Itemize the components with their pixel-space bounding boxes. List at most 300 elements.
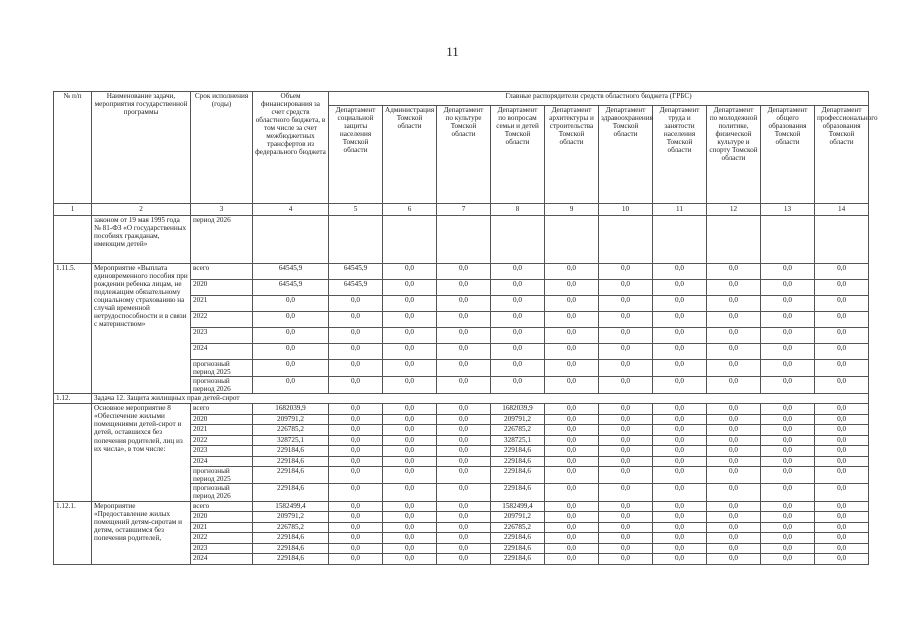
value-cell: 0,0 — [383, 501, 437, 512]
value-cell: 0,0 — [707, 280, 761, 296]
value-cell: 229184,6 — [491, 484, 545, 501]
value-cell: 0,0 — [329, 533, 383, 544]
value-cell: 0,0 — [545, 554, 599, 565]
value-cell: 0,0 — [329, 446, 383, 457]
value-cell: 0,0 — [761, 501, 815, 512]
value-cell: 0,0 — [383, 456, 437, 467]
value-cell: 0,0 — [653, 264, 707, 280]
row-number — [54, 216, 92, 264]
term-cell: прогнозный период 2026 — [191, 484, 253, 501]
header-grbs-health: Департамент здравоохранения Томской области — [599, 106, 653, 204]
value-cell: 0,0 — [815, 344, 869, 360]
table-row — [54, 216, 869, 264]
value-cell: 0,0 — [545, 425, 599, 436]
value-cell: 0,0 — [653, 377, 707, 394]
value-cell: 0,0 — [653, 484, 707, 501]
value-cell: 0,0 — [707, 414, 761, 425]
value-cell: 0,0 — [815, 512, 869, 523]
term-cell: 2024 — [191, 344, 253, 360]
total-value-cell: 229184,6 — [253, 484, 329, 501]
value-cell: 0,0 — [599, 425, 653, 436]
value-cell: 0,0 — [545, 533, 599, 544]
value-cell: 0,0 — [545, 344, 599, 360]
value-cell: 0,0 — [437, 344, 491, 360]
value-cell — [599, 216, 653, 264]
header-grbs-family: Департамент по вопросам семьи и детей Томской области — [491, 106, 545, 204]
value-cell: 0,0 — [437, 425, 491, 436]
value-cell: 0,0 — [761, 296, 815, 312]
term-cell: всего — [191, 501, 253, 512]
table-row — [54, 501, 869, 512]
value-cell: 0,0 — [545, 377, 599, 394]
value-cell: 0,0 — [815, 484, 869, 501]
total-value-cell: 0,0 — [253, 360, 329, 377]
total-value-cell: 64545,9 — [253, 264, 329, 280]
table-row — [54, 394, 869, 404]
value-cell: 0,0 — [707, 446, 761, 457]
term-cell: 2022 — [191, 435, 253, 446]
column-index: 13 — [761, 204, 815, 216]
value-cell: 0,0 — [761, 512, 815, 523]
value-cell: 0,0 — [599, 404, 653, 415]
header-grbs-administration: Администрация Томской области — [383, 106, 437, 204]
value-cell: 0,0 — [545, 312, 599, 328]
value-cell: 0,0 — [329, 344, 383, 360]
value-cell: 0,0 — [383, 280, 437, 296]
total-value-cell: 0,0 — [253, 377, 329, 394]
value-cell: 0,0 — [653, 312, 707, 328]
value-cell: 0,0 — [329, 543, 383, 554]
total-value-cell: 226785,2 — [253, 425, 329, 436]
value-cell: 0,0 — [815, 533, 869, 544]
value-cell: 0,0 — [329, 435, 383, 446]
column-index: 8 — [491, 204, 545, 216]
block-main-8 — [54, 404, 869, 501]
task-title: Задача 12. Защита жилищных прав детей-сирот — [92, 394, 869, 404]
term-cell: 2020 — [191, 512, 253, 523]
total-value-cell: 226785,2 — [253, 522, 329, 533]
value-cell: 0,0 — [653, 296, 707, 312]
value-cell: 0,0 — [437, 296, 491, 312]
value-cell: 0,0 — [707, 543, 761, 554]
value-cell: 0,0 — [437, 484, 491, 501]
value-cell: 0,0 — [653, 425, 707, 436]
value-cell: 0,0 — [707, 501, 761, 512]
column-index: 12 — [707, 204, 761, 216]
row-number: 1.12.1. — [54, 501, 92, 564]
value-cell: 0,0 — [707, 328, 761, 344]
value-cell: 0,0 — [491, 344, 545, 360]
total-value-cell: 229184,6 — [253, 467, 329, 484]
header-grbs-labor: Департамент труда и занятости населения Томской области — [653, 106, 707, 204]
header-grbs-group: Главные распорядители средств областного бюджета (ГРБС) — [329, 92, 869, 106]
value-cell: 0,0 — [761, 377, 815, 394]
value-cell: 0,0 — [545, 456, 599, 467]
value-cell: 0,0 — [815, 280, 869, 296]
value-cell: 0,0 — [653, 435, 707, 446]
row-number: 1.11.5. — [54, 264, 92, 394]
total-value-cell: 1682039,9 — [253, 404, 329, 415]
value-cell — [491, 216, 545, 264]
value-cell: 0,0 — [329, 328, 383, 344]
value-cell: 0,0 — [761, 554, 815, 565]
value-cell: 0,0 — [329, 377, 383, 394]
value-cell: 0,0 — [599, 328, 653, 344]
value-cell: 0,0 — [761, 312, 815, 328]
value-cell: 0,0 — [545, 435, 599, 446]
value-cell: 0,0 — [437, 533, 491, 544]
total-value-cell: 0,0 — [253, 344, 329, 360]
value-cell: 0,0 — [599, 264, 653, 280]
value-cell: 0,0 — [761, 280, 815, 296]
value-cell: 0,0 — [383, 425, 437, 436]
value-cell: 0,0 — [545, 446, 599, 457]
term-cell: 2021 — [191, 522, 253, 533]
value-cell: 0,0 — [329, 360, 383, 377]
value-cell: 0,0 — [383, 377, 437, 394]
value-cell: 0,0 — [437, 446, 491, 457]
value-cell: 226785,2 — [491, 425, 545, 436]
value-cell: 0,0 — [545, 404, 599, 415]
value-cell: 0,0 — [761, 360, 815, 377]
value-cell: 0,0 — [707, 377, 761, 394]
value-cell: 0,0 — [437, 404, 491, 415]
term-cell: 2022 — [191, 312, 253, 328]
column-index: 10 — [599, 204, 653, 216]
page-number: 11 — [446, 44, 459, 59]
value-cell: 0,0 — [437, 456, 491, 467]
value-cell — [761, 216, 815, 264]
value-cell: 0,0 — [653, 522, 707, 533]
value-cell: 0,0 — [383, 360, 437, 377]
total-value-cell: 328725,1 — [253, 435, 329, 446]
value-cell: 0,0 — [545, 543, 599, 554]
term-cell: 2020 — [191, 414, 253, 425]
table-header — [54, 92, 878, 216]
value-cell: 0,0 — [437, 328, 491, 344]
value-cell: 0,0 — [815, 312, 869, 328]
header-grbs-social: Департамент социальной защиты населения Томской области — [329, 106, 383, 204]
value-cell: 0,0 — [761, 533, 815, 544]
value-cell: 0,0 — [383, 296, 437, 312]
value-cell — [329, 216, 383, 264]
value-cell: 0,0 — [599, 280, 653, 296]
value-cell: 0,0 — [329, 484, 383, 501]
value-cell — [707, 216, 761, 264]
value-cell: 0,0 — [545, 467, 599, 484]
value-cell: 0,0 — [437, 522, 491, 533]
value-cell: 0,0 — [329, 467, 383, 484]
column-index: 11 — [653, 204, 707, 216]
value-cell: 0,0 — [653, 280, 707, 296]
activity-name: законом от 19 мая 1995 года № 81-ФЗ «О государственных пособиях гражданам, имеющим детей» — [92, 216, 191, 264]
activity-name: Мероприятие «Предоставление жилых помещений детям-сиротам и детям, оставшимся без попечения родителей, — [92, 501, 191, 564]
value-cell: 0,0 — [599, 446, 653, 457]
value-cell: 0,0 — [761, 404, 815, 415]
value-cell: 0,0 — [653, 446, 707, 457]
value-cell: 0,0 — [383, 344, 437, 360]
value-cell: 0,0 — [761, 522, 815, 533]
value-cell: 0,0 — [815, 264, 869, 280]
value-cell: 0,0 — [599, 512, 653, 523]
total-value-cell: 209791,2 — [253, 512, 329, 523]
header-grbs-professional-education: Департамент профессионального образования Томской области — [815, 106, 869, 204]
column-index: 5 — [329, 204, 383, 216]
value-cell: 0,0 — [599, 533, 653, 544]
value-cell: 0,0 — [599, 501, 653, 512]
block-1-11-5 — [54, 264, 869, 394]
value-cell: 0,0 — [491, 264, 545, 280]
term-cell: всего — [191, 404, 253, 415]
value-cell: 0,0 — [329, 456, 383, 467]
value-cell: 0,0 — [437, 543, 491, 554]
value-cell: 0,0 — [815, 377, 869, 394]
value-cell: 0,0 — [707, 456, 761, 467]
term-cell: 2023 — [191, 543, 253, 554]
value-cell: 0,0 — [707, 512, 761, 523]
value-cell: 226785,2 — [491, 522, 545, 533]
value-cell: 0,0 — [545, 328, 599, 344]
value-cell: 0,0 — [383, 512, 437, 523]
value-cell: 0,0 — [815, 543, 869, 554]
value-cell: 0,0 — [707, 533, 761, 544]
value-cell: 1582499,4 — [491, 501, 545, 512]
term-cell: 2021 — [191, 296, 253, 312]
value-cell — [545, 216, 599, 264]
table-row — [54, 264, 869, 280]
value-cell: 0,0 — [761, 344, 815, 360]
term-cell: всего — [191, 264, 253, 280]
header-grbs-general-education: Департамент общего образования Томской области — [761, 106, 815, 204]
value-cell: 0,0 — [653, 456, 707, 467]
term-cell: 2023 — [191, 328, 253, 344]
activity-name: Основное мероприятие 8 «Обеспечение жилыми помещениями детей-сирот и детей, оставшихся без попечения родителей, лиц из их числа», в том числе: — [92, 404, 191, 501]
value-cell: 0,0 — [491, 360, 545, 377]
value-cell: 0,0 — [545, 296, 599, 312]
value-cell: 0,0 — [707, 296, 761, 312]
value-cell: 0,0 — [437, 377, 491, 394]
value-cell — [437, 216, 491, 264]
term-cell: период 2026 — [191, 216, 253, 264]
value-cell: 0,0 — [383, 435, 437, 446]
value-cell: 0,0 — [653, 533, 707, 544]
value-cell: 0,0 — [707, 264, 761, 280]
total-value-cell: 0,0 — [253, 296, 329, 312]
value-cell: 0,0 — [815, 296, 869, 312]
value-cell: 0,0 — [599, 344, 653, 360]
value-cell: 0,0 — [653, 404, 707, 415]
value-cell: 0,0 — [761, 456, 815, 467]
value-cell: 0,0 — [599, 296, 653, 312]
value-cell — [815, 216, 869, 264]
value-cell: 0,0 — [383, 446, 437, 457]
value-cell: 0,0 — [545, 512, 599, 523]
value-cell: 0,0 — [437, 554, 491, 565]
column-index: 6 — [383, 204, 437, 216]
block-1-12-1 — [54, 501, 869, 564]
value-cell: 0,0 — [707, 522, 761, 533]
value-cell: 0,0 — [329, 296, 383, 312]
value-cell: 0,0 — [761, 264, 815, 280]
value-cell: 0,0 — [707, 435, 761, 446]
value-cell: 0,0 — [653, 414, 707, 425]
value-cell: 0,0 — [329, 414, 383, 425]
value-cell: 0,0 — [761, 425, 815, 436]
value-cell: 229184,6 — [491, 456, 545, 467]
value-cell: 0,0 — [437, 414, 491, 425]
value-cell: 0,0 — [761, 328, 815, 344]
total-value-cell: 209791,2 — [253, 414, 329, 425]
total-value-cell: 0,0 — [253, 328, 329, 344]
value-cell: 0,0 — [707, 360, 761, 377]
value-cell: 0,0 — [815, 554, 869, 565]
value-cell: 0,0 — [383, 264, 437, 280]
value-cell: 0,0 — [599, 435, 653, 446]
value-cell: 0,0 — [545, 360, 599, 377]
value-cell: 0,0 — [815, 414, 869, 425]
column-index: 2 — [92, 204, 191, 216]
total-value-cell: 1582499,4 — [253, 501, 329, 512]
value-cell: 0,0 — [545, 484, 599, 501]
total-value-cell: 229184,6 — [253, 533, 329, 544]
value-cell: 328725,1 — [491, 435, 545, 446]
value-cell: 0,0 — [815, 456, 869, 467]
value-cell: 0,0 — [437, 435, 491, 446]
total-value-cell: 0,0 — [253, 312, 329, 328]
activity-name: Мероприятие «Выплата единовременного пособия при рождении ребенка лицам, не подлежащим обязательному социальному страхованию на случай временной нетрудоспособности и в связи с материнством» — [92, 264, 191, 394]
value-cell: 0,0 — [599, 312, 653, 328]
value-cell: 0,0 — [707, 554, 761, 565]
value-cell: 0,0 — [437, 467, 491, 484]
value-cell: 0,0 — [815, 328, 869, 344]
value-cell: 0,0 — [437, 512, 491, 523]
value-cell: 0,0 — [491, 328, 545, 344]
column-index: 7 — [437, 204, 491, 216]
value-cell: 0,0 — [437, 264, 491, 280]
column-index: 4 — [253, 204, 329, 216]
value-cell — [383, 216, 437, 264]
total-value-cell: 229184,6 — [253, 543, 329, 554]
value-cell — [653, 216, 707, 264]
term-cell: 2023 — [191, 446, 253, 457]
value-cell: 0,0 — [653, 344, 707, 360]
value-cell: 0,0 — [815, 467, 869, 484]
value-cell: 0,0 — [437, 360, 491, 377]
row-number — [54, 404, 92, 501]
value-cell: 64545,9 — [329, 280, 383, 296]
value-cell: 0,0 — [653, 328, 707, 344]
value-cell: 0,0 — [545, 414, 599, 425]
value-cell: 0,0 — [329, 312, 383, 328]
value-cell: 0,0 — [653, 543, 707, 554]
value-cell: 229184,6 — [491, 467, 545, 484]
value-cell: 0,0 — [383, 533, 437, 544]
value-cell: 0,0 — [815, 360, 869, 377]
value-cell: 0,0 — [707, 344, 761, 360]
value-cell: 0,0 — [599, 414, 653, 425]
value-cell: 0,0 — [491, 296, 545, 312]
value-cell: 0,0 — [545, 501, 599, 512]
term-cell: прогнозный период 2026 — [191, 377, 253, 394]
term-cell: 2021 — [191, 425, 253, 436]
value-cell: 0,0 — [815, 446, 869, 457]
value-cell: 0,0 — [707, 467, 761, 484]
column-index: 3 — [191, 204, 253, 216]
column-index: 9 — [545, 204, 599, 216]
column-index: 1 — [54, 204, 92, 216]
value-cell: 0,0 — [815, 404, 869, 415]
value-cell: 0,0 — [815, 501, 869, 512]
term-cell: 2024 — [191, 456, 253, 467]
value-cell: 64545,9 — [329, 264, 383, 280]
value-cell: 0,0 — [707, 404, 761, 415]
value-cell: 209791,2 — [491, 414, 545, 425]
value-cell: 0,0 — [491, 312, 545, 328]
total-value-cell: 229184,6 — [253, 456, 329, 467]
value-cell: 0,0 — [383, 484, 437, 501]
value-cell: 0,0 — [761, 543, 815, 554]
value-cell: 0,0 — [329, 512, 383, 523]
value-cell: 229184,6 — [491, 533, 545, 544]
value-cell: 0,0 — [383, 467, 437, 484]
value-cell: 0,0 — [815, 522, 869, 533]
column-index-row — [54, 204, 869, 216]
row-number: 1.12. — [54, 394, 92, 404]
value-cell: 0,0 — [761, 467, 815, 484]
value-cell: 229184,6 — [491, 446, 545, 457]
header-grbs-culture: Департамент по культуре Томской области — [437, 106, 491, 204]
value-cell: 0,0 — [545, 280, 599, 296]
value-cell: 0,0 — [545, 522, 599, 533]
term-cell: 2022 — [191, 533, 253, 544]
value-cell: 0,0 — [383, 522, 437, 533]
value-cell: 0,0 — [329, 554, 383, 565]
value-cell: 0,0 — [815, 435, 869, 446]
header-volume: Объем финансирования за счет средств областного бюджета, в том числе за счет межбюджетных трансфертов из федерального бюджета — [253, 92, 329, 204]
value-cell: 0,0 — [329, 501, 383, 512]
value-cell: 0,0 — [383, 404, 437, 415]
term-cell: 2024 — [191, 554, 253, 565]
value-cell: 0,0 — [653, 554, 707, 565]
total-value-cell: 64545,9 — [253, 280, 329, 296]
value-cell: 0,0 — [761, 414, 815, 425]
value-cell: 0,0 — [653, 512, 707, 523]
value-cell: 0,0 — [383, 312, 437, 328]
term-cell: 2020 — [191, 280, 253, 296]
header-name: Наименование задачи, мероприятия государственной программы — [92, 92, 191, 204]
value-cell: 229184,6 — [491, 554, 545, 565]
table-row — [54, 404, 869, 415]
value-cell: 0,0 — [707, 425, 761, 436]
value-cell: 0,0 — [383, 414, 437, 425]
value-cell: 229184,6 — [491, 543, 545, 554]
value-cell: 0,0 — [599, 522, 653, 533]
value-cell: 0,0 — [437, 280, 491, 296]
header-no: № п/п — [54, 92, 92, 204]
value-cell: 209791,2 — [491, 512, 545, 523]
value-cell: 0,0 — [491, 377, 545, 394]
value-cell: 0,0 — [329, 425, 383, 436]
value-cell: 0,0 — [761, 446, 815, 457]
value-cell: 0,0 — [383, 543, 437, 554]
value-cell: 0,0 — [491, 280, 545, 296]
total-value-cell: 229184,6 — [253, 554, 329, 565]
value-cell: 0,0 — [707, 312, 761, 328]
value-cell: 1682039,9 — [491, 404, 545, 415]
value-cell: 0,0 — [329, 522, 383, 533]
value-cell — [253, 216, 329, 264]
value-cell: 0,0 — [653, 501, 707, 512]
